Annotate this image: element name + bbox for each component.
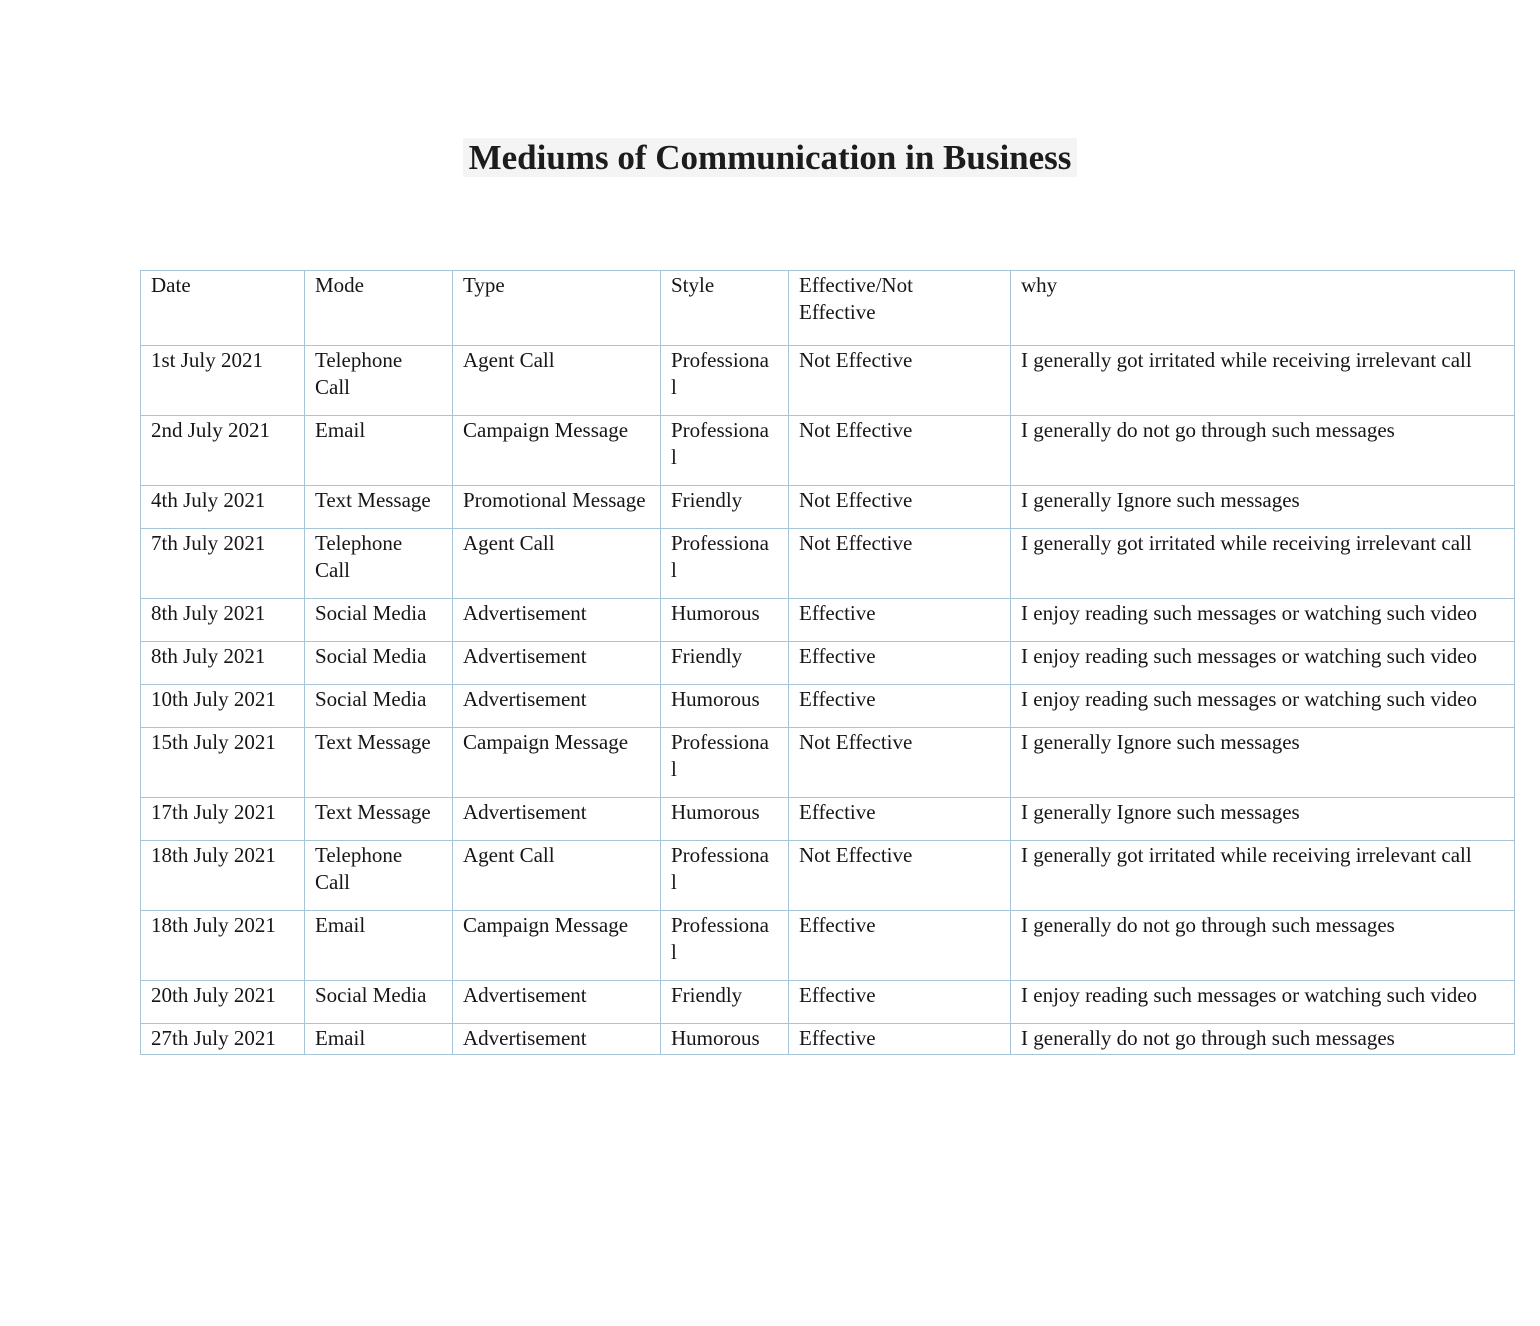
table-row bbox=[141, 981, 1515, 1024]
table-cell: Agent Call bbox=[453, 346, 661, 416]
table-cell: Effective bbox=[789, 981, 1011, 1024]
table-row bbox=[141, 642, 1515, 685]
table-cell: Effective bbox=[789, 798, 1011, 841]
table-cell: I generally do not go through such messages bbox=[1011, 416, 1515, 486]
table-cell: Professional bbox=[661, 841, 789, 911]
table-cell: Agent Call bbox=[453, 529, 661, 599]
table-cell: Humorous bbox=[661, 599, 789, 642]
table-cell: 2nd July 2021 bbox=[141, 416, 305, 486]
table-cell: Advertisement bbox=[453, 981, 661, 1024]
table-row bbox=[141, 599, 1515, 642]
table-cell: I generally got irritated while receiving irrelevant call bbox=[1011, 346, 1515, 416]
table-cell: I generally do not go through such messages bbox=[1011, 1024, 1515, 1055]
table-cell: Campaign Message bbox=[453, 728, 661, 798]
table-cell: Text Message bbox=[305, 728, 453, 798]
column-header bbox=[305, 271, 453, 346]
table-cell: Humorous bbox=[661, 1024, 789, 1055]
column-header bbox=[661, 271, 789, 346]
table-cell: I enjoy reading such messages or watching such video bbox=[1011, 685, 1515, 728]
table-row bbox=[141, 1024, 1515, 1055]
table-cell: Campaign Message bbox=[453, 416, 661, 486]
column-header-label: Type bbox=[463, 273, 505, 297]
table-cell: Effective bbox=[789, 1024, 1011, 1055]
table-cell: Text Message bbox=[305, 486, 453, 529]
table-cell: Professional bbox=[661, 416, 789, 486]
table-row bbox=[141, 416, 1515, 486]
table-cell: I generally Ignore such messages bbox=[1011, 728, 1515, 798]
table-cell: Email bbox=[305, 911, 453, 981]
table-cell: Advertisement bbox=[453, 798, 661, 841]
table-header-row bbox=[141, 271, 1515, 346]
table-cell: 8th July 2021 bbox=[141, 599, 305, 642]
table-cell: Humorous bbox=[661, 685, 789, 728]
column-header-label: Style bbox=[671, 273, 715, 297]
table-cell: Effective bbox=[789, 642, 1011, 685]
table-cell: Social Media bbox=[305, 642, 453, 685]
table-cell: Text Message bbox=[305, 798, 453, 841]
table-cell: I generally Ignore such messages bbox=[1011, 486, 1515, 529]
table-cell: Social Media bbox=[305, 981, 453, 1024]
table-cell: Advertisement bbox=[453, 642, 661, 685]
table-cell: I generally got irritated while receiving irrelevant call bbox=[1011, 529, 1515, 599]
table-cell: Promotional Message bbox=[453, 486, 661, 529]
table-cell: Telephone Call bbox=[305, 529, 453, 599]
table-cell: Not Effective bbox=[789, 529, 1011, 599]
table-cell: Effective bbox=[789, 911, 1011, 981]
table-cell: Not Effective bbox=[789, 841, 1011, 911]
table-cell: Advertisement bbox=[453, 685, 661, 728]
table-cell: Advertisement bbox=[453, 1024, 661, 1055]
column-header bbox=[141, 271, 305, 346]
table-cell: I generally Ignore such messages bbox=[1011, 798, 1515, 841]
table-row bbox=[141, 529, 1515, 599]
table-cell: Professional bbox=[661, 346, 789, 416]
table-cell: I generally do not go through such messages bbox=[1011, 911, 1515, 981]
table-cell: Humorous bbox=[661, 798, 789, 841]
table-cell: Not Effective bbox=[789, 416, 1011, 486]
table-cell: Professional bbox=[661, 529, 789, 599]
document-title-text: Mediums of Communication in Business bbox=[463, 138, 1078, 177]
table-cell: 10th July 2021 bbox=[141, 685, 305, 728]
table-row bbox=[141, 841, 1515, 911]
column-header-label: Date bbox=[151, 273, 191, 297]
table-body bbox=[141, 346, 1515, 1055]
table-cell: 4th July 2021 bbox=[141, 486, 305, 529]
table-cell: Agent Call bbox=[453, 841, 661, 911]
table-cell: Not Effective bbox=[789, 346, 1011, 416]
table-cell: Email bbox=[305, 1024, 453, 1055]
column-header-label: Mode bbox=[315, 273, 364, 297]
table-cell: 17th July 2021 bbox=[141, 798, 305, 841]
table-cell: Professional bbox=[661, 911, 789, 981]
table-cell: 8th July 2021 bbox=[141, 642, 305, 685]
table-cell: Campaign Message bbox=[453, 911, 661, 981]
table-cell: I enjoy reading such messages or watching such video bbox=[1011, 642, 1515, 685]
table-cell: Social Media bbox=[305, 599, 453, 642]
column-header-label: why bbox=[1021, 273, 1058, 297]
table-cell: Not Effective bbox=[789, 486, 1011, 529]
column-header bbox=[789, 271, 1011, 346]
document-title bbox=[0, 136, 1540, 180]
table-row bbox=[141, 346, 1515, 416]
table-cell: Telephone Call bbox=[305, 346, 453, 416]
column-header bbox=[453, 271, 661, 346]
column-header bbox=[1011, 271, 1515, 346]
table-cell: 18th July 2021 bbox=[141, 911, 305, 981]
table-cell: I enjoy reading such messages or watching such video bbox=[1011, 981, 1515, 1024]
table-row bbox=[141, 798, 1515, 841]
table-cell: I generally got irritated while receiving irrelevant call bbox=[1011, 841, 1515, 911]
table-row bbox=[141, 728, 1515, 798]
table-cell: Effective bbox=[789, 685, 1011, 728]
table-cell: Social Media bbox=[305, 685, 453, 728]
table-cell: Professional bbox=[661, 728, 789, 798]
table-cell: Effective bbox=[789, 599, 1011, 642]
table-cell: Friendly bbox=[661, 981, 789, 1024]
table-cell: I enjoy reading such messages or watching such video bbox=[1011, 599, 1515, 642]
table-cell: 27th July 2021 bbox=[141, 1024, 305, 1055]
column-header-label: Effective/Not Effective bbox=[799, 273, 913, 324]
table-cell: 20th July 2021 bbox=[141, 981, 305, 1024]
table-cell: Friendly bbox=[661, 486, 789, 529]
table-row bbox=[141, 486, 1515, 529]
table-row bbox=[141, 685, 1515, 728]
table-cell: 1st July 2021 bbox=[141, 346, 305, 416]
table-cell: Advertisement bbox=[453, 599, 661, 642]
table-cell: 7th July 2021 bbox=[141, 529, 305, 599]
table-cell: Email bbox=[305, 416, 453, 486]
table-row bbox=[141, 911, 1515, 981]
table-cell: 15th July 2021 bbox=[141, 728, 305, 798]
communication-mediums-table bbox=[140, 270, 1515, 1055]
table-cell: Telephone Call bbox=[305, 841, 453, 911]
table-cell: Friendly bbox=[661, 642, 789, 685]
table-cell: Not Effective bbox=[789, 728, 1011, 798]
table-cell: 18th July 2021 bbox=[141, 841, 305, 911]
